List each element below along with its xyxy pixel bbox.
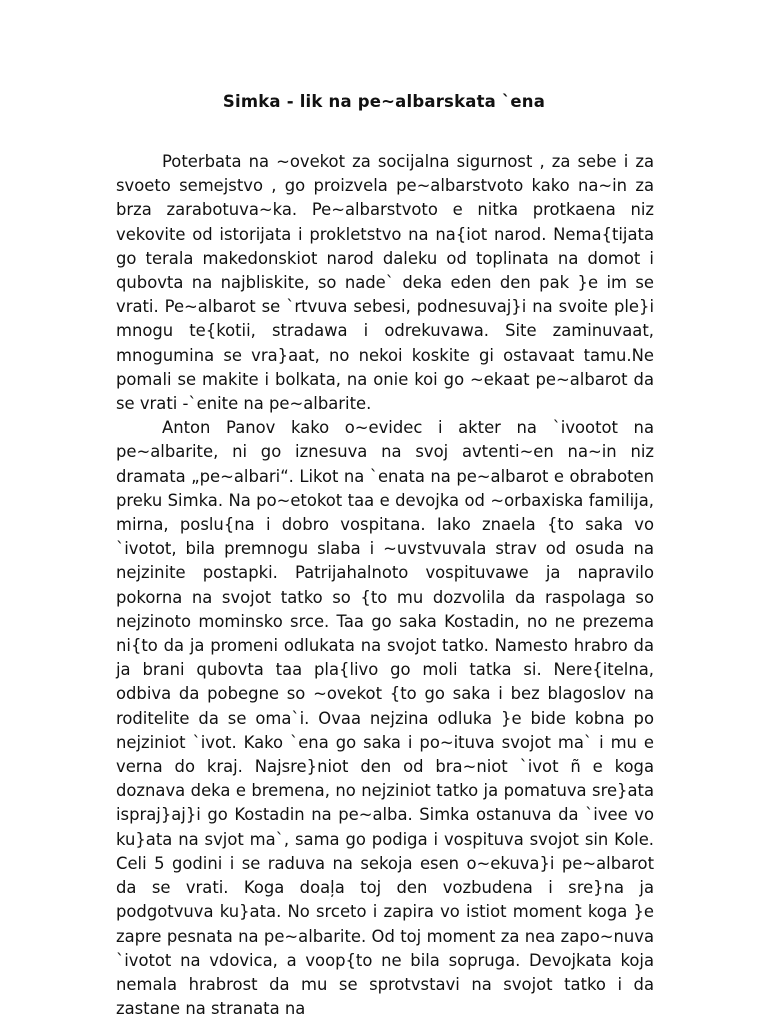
paragraph: Poterbata na ~ovekot za socijalna sigurnost , za sebe i za svoeto semejstvo , go proizvela pe~albarstvoto kako na~in za brza zarabotuva~ka. Pe~albarstvoto e nitka protkaena niz vekovite od istorijata i prokletstvo na na{iot narod. Nema{tijata go terala makedonskiot narod daleku od toplinata na domot i qubovta na najbliskite, so nade` deka eden den pak }e im se vrati. Pe~albarot se `rtvuva sebesi, podnesuvaj}i na svoite ple}i mnogu te{kotii, stradawa i odrekuvawa. Site zaminuvaat, mnogumina se vra}aat, no nekoi koskite gi ostavaat tamu.Ne pomali se makite i bolkata, na onie koi go ~ekaat pe~albarot da se vrati -`enite na pe~albarite. bbox=[116, 152, 654, 414]
document-body bbox=[116, 150, 654, 1021]
document-title: Simka - lik na pe~albarskata `ena bbox=[222, 92, 546, 111]
paragraph: Anton Panov kako o~evidec i akter na `ivootot na pe~albarite, ni go iznesuva na svoj avtenti~en na~in niz dramata „pe~albari“. Likot na `enata na pe~albarot e obraboten preku Simka. Na po~etokot taa e devojka od ~orbaxiska familija, mirna, poslu{na i dobro vospitana. Iako znaela {to saka vo `ivotot, bila premnogu slaba i ~uvstvuvala strav od osuda na nejzinite postapki. Patrijahalnoto vospituvawe ja napravilo pokorna na svojot tatko so {to mu dozvolila da raspolaga so nejzinoto mominsko srce. Taa go saka Kostadin, no ne prezema ni{to da ja promeni odlukata na svojot tatko. Namesto hrabro da ja brani qubovta taa pla{livo go moli tatka si. Nere{itelna, odbiva da pobegne so ~ovekot {to go saka i bez blagoslov na roditelite da se oma`i. Ovaa nejzina odluka }e bide kobna po nejziniot `ivot. Kako `ena go saka i po~ituva svojot ma` i mu e verna do kraj. Najsre}niot den od bra~niot `ivot ñ e koga doznava deka e bremena, no nejziniot tatko ja pomatuva sre}ata ispraj}aj}i go Kostadin na pe~alba. Simka ostanuva da `ivee vo ku}ata na svjot ma`, sama go podiga i vospituva svojot sin Kole. Celi 5 godini i se raduva na sekoja esen o~ekuva}i pe~albarot da se vrati. Koga doaļa toj den vozbudena i sre}na ja podgotvuva ku}ata. No srceto i zapira vo istiot moment koga }e zapre pesnata na pe~albarite. Od toj moment za nea zapo~nuva `ivotot na vdovica, a voop{to ne bila sopruga. Devojkata koja nemala hrabrost da mu se sprotvstavi na svojot tatko i da zastane na stranata na bbox=[116, 418, 654, 1019]
